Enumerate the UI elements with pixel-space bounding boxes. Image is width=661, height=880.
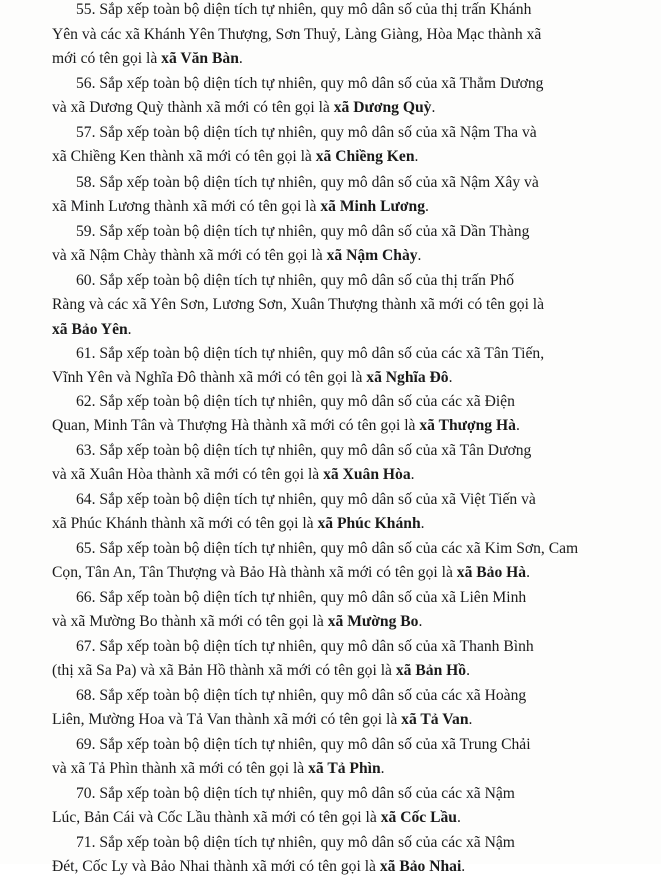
item-punct: .	[466, 662, 470, 679]
item-text: 66. Sắp xếp toàn bộ diện tích tự nhiên, quy mô dân số của xã Liên Minh	[76, 588, 527, 606]
article-item	[52, 342, 639, 391]
article-item	[52, 782, 639, 831]
article-item	[52, 390, 639, 439]
item-line	[52, 512, 639, 537]
item-text: Vĩnh Yên và Nghĩa Đô thành xã mới có tên gọi là	[52, 369, 367, 386]
item-first-line	[76, 390, 639, 415]
item-text: 70. Sắp xếp toàn bộ diện tích tự nhiên, quy mô dân số của các xã Nậm	[76, 784, 515, 802]
item-first-line	[76, 342, 639, 367]
item-text: 65. Sắp xếp toàn bộ diện tích tự nhiên, quy mô dân số của các xã Kim Sơn, Cam	[76, 539, 579, 557]
item-punct: .	[468, 711, 473, 728]
item-text: 71. Sắp xếp toàn bộ diện tích tự nhiên, quy mô dân số của các xã Nậm	[76, 833, 515, 851]
commune-name: xã Mường Bo	[327, 613, 419, 630]
commune-name: xã Dương Quỳ	[333, 99, 432, 116]
commune-name: xã Tả Van	[401, 711, 469, 728]
article-item	[52, 121, 639, 170]
item-line	[52, 708, 639, 733]
article-item	[52, 635, 639, 684]
item-line	[52, 293, 639, 318]
item-text: xã Phúc Khánh thành xã mới có tên gọi là	[52, 515, 318, 532]
item-line	[52, 366, 639, 391]
commune-name: xã Bảo Hà	[456, 564, 527, 581]
item-text: 61. Sắp xếp toàn bộ diện tích tự nhiên, quy mô dân số của các xã Tân Tiến,	[76, 344, 545, 362]
item-punct: .	[456, 809, 461, 826]
item-first-line	[76, 72, 639, 97]
item-first-line	[76, 733, 639, 758]
item-punct: .	[431, 99, 436, 116]
item-first-line	[76, 831, 639, 856]
item-first-line	[76, 121, 639, 146]
item-punct: .	[414, 148, 419, 165]
item-text: Quan, Minh Tân và Thượng Hà thành xã mới có tên gọi là	[52, 417, 420, 434]
item-first-line	[76, 269, 639, 294]
article-item	[52, 269, 639, 343]
item-text: 55. Sắp xếp toàn bộ diện tích tự nhiên, quy mô dân số của thị trấn Khánh	[76, 1, 532, 18]
article-item	[52, 831, 639, 880]
item-text: và xã Mường Bo thành xã mới có tên gọi là	[52, 613, 328, 630]
item-line	[52, 463, 639, 488]
item-line	[52, 855, 639, 880]
commune-name: xã Thượng Hà	[419, 417, 516, 434]
item-punct: .	[515, 417, 520, 434]
item-text: Cọn, Tân An, Tân Thượng và Bảo Hà thành xã mới có tên gọi là	[52, 564, 457, 581]
item-text: mới có tên gọi là	[52, 50, 162, 67]
commune-name: xã Nghĩa Đô	[366, 369, 449, 386]
item-text: 68. Sắp xếp toàn bộ diện tích tự nhiên, quy mô dân số của các xã Hoàng	[76, 686, 527, 704]
commune-name: xã Bảo Nhai	[379, 858, 462, 875]
item-text: (thị xã Sa Pa) và xã Bản Hồ thành xã mới có tên gọi là	[52, 662, 396, 679]
commune-name: xã Chiềng Ken	[315, 148, 415, 165]
item-line	[52, 806, 639, 831]
item-punct: .	[461, 858, 466, 875]
item-line	[52, 561, 639, 586]
item-punct: .	[418, 613, 423, 630]
item-text: xã Chiềng Ken thành xã mới có tên gọi là	[52, 148, 316, 165]
commune-name: xã Văn Bàn	[161, 50, 239, 67]
article-item	[52, 488, 639, 537]
item-text: xã Minh Lương thành xã mới có tên gọi là	[52, 198, 321, 215]
item-first-line	[76, 171, 639, 196]
item-line	[52, 244, 639, 269]
item-line	[52, 23, 639, 48]
item-line	[52, 318, 639, 343]
item-punct: .	[238, 50, 243, 67]
commune-name: xã Minh Lương	[320, 198, 425, 215]
item-punct: .	[420, 515, 425, 532]
item-text: 64. Sắp xếp toàn bộ diện tích tự nhiên, quy mô dân số của xã Việt Tiến và	[76, 490, 536, 508]
item-text: 67. Sắp xếp toàn bộ diện tích tự nhiên, quy mô dân số của xã Thanh Bình	[76, 637, 534, 655]
item-first-line	[76, 537, 639, 562]
item-punct: .	[380, 760, 385, 777]
item-line	[52, 414, 639, 439]
item-text: 56. Sắp xếp toàn bộ diện tích tự nhiên, quy mô dân số của xã Thẳm Dương	[76, 74, 544, 92]
item-first-line	[76, 684, 639, 709]
commune-name: xã Bản Hồ	[395, 662, 467, 679]
article-item	[52, 171, 639, 220]
commune-name: xã Xuân Hòa	[323, 466, 411, 483]
commune-name: xã Nậm Chày	[326, 247, 418, 264]
item-text: 63. Sắp xếp toàn bộ diện tích tự nhiên, quy mô dân số của xã Tân Dương	[76, 441, 532, 459]
item-line	[52, 195, 639, 220]
article-item	[52, 72, 639, 121]
article-item	[52, 220, 639, 269]
item-text: 62. Sắp xếp toàn bộ diện tích tự nhiên, quy mô dân số của các xã Điện	[76, 392, 515, 410]
item-line	[52, 47, 639, 72]
item-first-line	[76, 782, 639, 807]
item-punct: .	[425, 198, 429, 215]
item-text: và xã Tả Phìn thành xã mới có tên gọi là	[52, 760, 309, 777]
commune-name: xã Bảo Yên	[52, 320, 128, 338]
item-first-line	[76, 439, 639, 464]
article-item	[52, 586, 639, 635]
item-text: Lúc, Bản Cái và Cốc Lầu thành xã mới có tên gọi là	[52, 809, 381, 826]
item-first-line	[76, 635, 639, 660]
item-text: 69. Sắp xếp toàn bộ diện tích tự nhiên, quy mô dân số của xã Trung Chải	[76, 735, 531, 753]
article-item	[52, 0, 639, 72]
item-line	[52, 145, 639, 170]
item-line	[52, 96, 639, 121]
item-punct: .	[417, 247, 422, 264]
article-item	[52, 537, 639, 586]
commune-name: xã Cốc Lầu	[380, 809, 457, 826]
item-text: Yên và các xã Khánh Yên Thượng, Sơn Thuỷ, Làng Giàng, Hòa Mạc thành xã	[52, 25, 542, 43]
item-text: 58. Sắp xếp toàn bộ diện tích tự nhiên, quy mô dân số của xã Nậm Xây và	[76, 173, 539, 191]
item-text: và xã Xuân Hòa thành xã mới có tên gọi là	[52, 466, 324, 483]
item-text: và xã Dương Quỳ thành xã mới có tên gọi là	[52, 99, 334, 116]
item-text: 59. Sắp xếp toàn bộ diện tích tự nhiên, quy mô dân số của xã Dần Thàng	[76, 222, 530, 240]
commune-name: xã Phúc Khánh	[317, 515, 421, 532]
item-line	[52, 610, 639, 635]
item-line	[52, 659, 639, 684]
item-first-line	[76, 220, 639, 245]
item-text: và xã Nậm Chày thành xã mới có tên gọi là	[52, 247, 327, 264]
item-text: 60. Sắp xếp toàn bộ diện tích tự nhiên, quy mô dân số của thị trấn Phố	[76, 271, 515, 289]
item-first-line	[76, 586, 639, 611]
item-punct: .	[448, 369, 453, 386]
item-text: Liên, Mường Hoa và Tả Van thành xã mới có tên gọi là	[52, 711, 402, 728]
article-item	[52, 733, 639, 782]
item-text: Ràng và các xã Yên Sơn, Lương Sơn, Xuân Thượng thành xã mới có tên gọi là	[52, 296, 545, 313]
item-text: 57. Sắp xếp toàn bộ diện tích tự nhiên, quy mô dân số của xã Nậm Tha và	[76, 123, 537, 141]
item-line	[52, 757, 639, 782]
article-item	[52, 439, 639, 488]
item-text: Đét, Cốc Ly và Bảo Nhai thành xã mới có tên gọi là	[52, 858, 380, 875]
item-punct: .	[127, 320, 132, 338]
item-first-line	[76, 488, 639, 513]
item-punct: .	[410, 466, 415, 483]
commune-name: xã Tả Phìn	[308, 760, 381, 777]
item-punct: .	[526, 564, 530, 581]
item-first-line	[76, 0, 639, 23]
article-item	[52, 684, 639, 733]
